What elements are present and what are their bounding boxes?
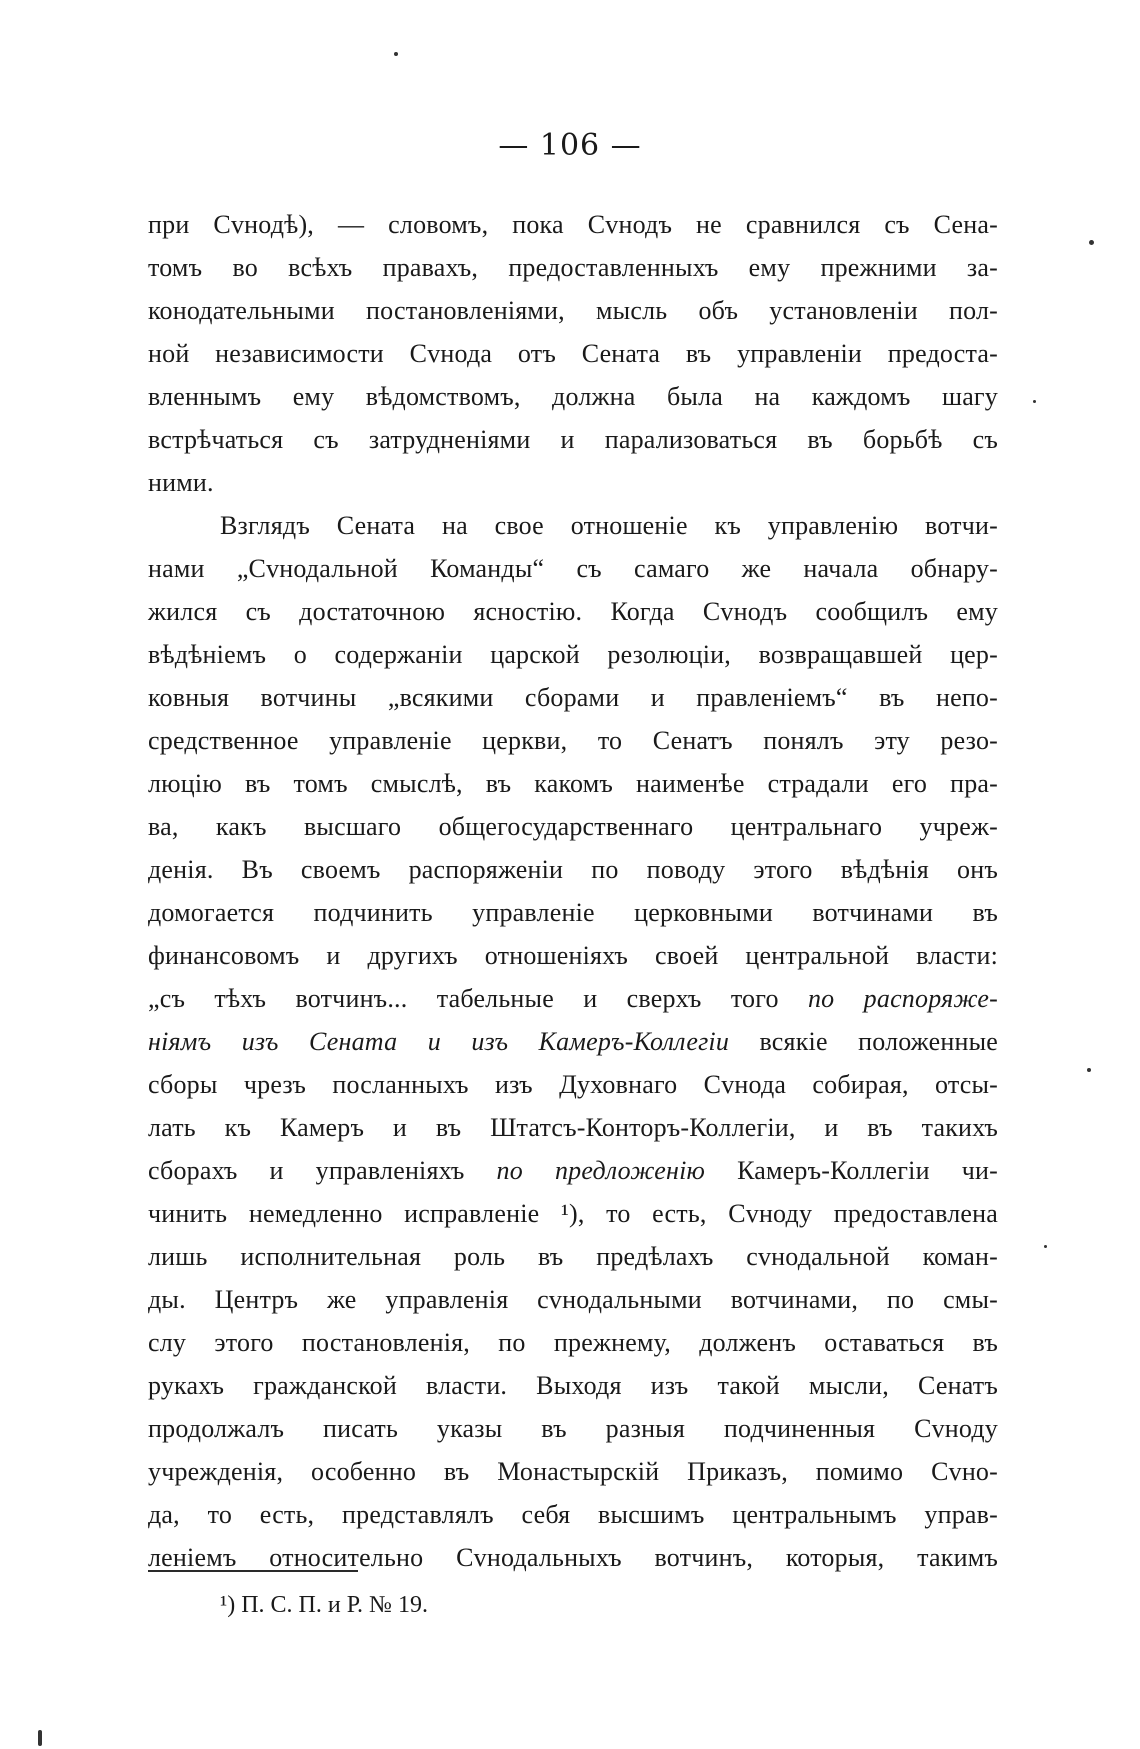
text-line: лать къ Камеръ и въ Штатсъ-Конторъ-Коллегіи, и въ такихъ bbox=[148, 1113, 998, 1142]
print-speck bbox=[38, 1730, 42, 1746]
page-number: — 106 — bbox=[498, 128, 642, 163]
text-line: рукахъ гражданской власти. Выходя изъ такой мысли, Сенатъ bbox=[148, 1371, 998, 1400]
italic-fragment: по распоряже- bbox=[807, 984, 998, 1013]
text-line: ды. Центръ же управленія сvнодальными вотчинами, по смы- bbox=[148, 1285, 998, 1314]
text-line: ними. bbox=[148, 468, 214, 497]
text-line: слу этого постановленія, по прежнему, долженъ оставаться въ bbox=[148, 1328, 998, 1357]
text-line: чинить немедленно исправленіе ¹), то есть, Сvноду предоставлена bbox=[148, 1199, 998, 1228]
footnote: ¹) П. С. П. и Р. № 19. bbox=[220, 1592, 428, 1618]
text-line: вленнымъ ему вѣдомствомъ, должна была на каждомъ шагу bbox=[148, 382, 998, 411]
text-line: жился съ достаточною ясностію. Когда Сvнодъ сообщилъ ему bbox=[148, 597, 998, 626]
text-line: леніемъ относительно Сvнодальныхъ вотчинъ, которыя, такимъ bbox=[148, 1543, 998, 1572]
print-speck bbox=[394, 52, 398, 56]
text-line: ва, какъ высшаго общегосударственнаго центральнаго учреж- bbox=[148, 812, 998, 841]
text-line: томъ во всѣхъ правахъ, предоставленныхъ ему прежними за- bbox=[148, 253, 998, 282]
italic-fragment: ніямъ изъ Сената и изъ Камеръ-Коллегіи bbox=[148, 1027, 730, 1056]
print-speck bbox=[1089, 240, 1094, 245]
text-line: средственное управленіе церкви, то Сенатъ понялъ эту резо- bbox=[148, 726, 998, 755]
paragraph-start-line: Взглядъ Сената на свое отношеніе къ управленію вотчи- bbox=[220, 511, 998, 540]
text-line: домогается подчинить управленіе церковными вотчинами въ bbox=[148, 898, 998, 927]
text-line-mixed bbox=[148, 1149, 998, 1192]
footnote-divider bbox=[148, 1570, 358, 1572]
text-line: финансовомъ и другихъ отношеніяхъ своей центральной власти: bbox=[148, 941, 998, 970]
text-line: сборы чрезъ посланныхъ изъ Духовнаго Сvнода собирая, отсы- bbox=[148, 1070, 998, 1099]
print-speck bbox=[1044, 1245, 1047, 1248]
text-fragment: всякіе положенные bbox=[729, 1027, 998, 1056]
print-speck bbox=[1033, 400, 1036, 403]
text-fragment: сборахъ и управленіяхъ bbox=[148, 1156, 497, 1185]
text-line: лишь исполнительная роль въ предѣлахъ сvнодальной коман- bbox=[148, 1242, 998, 1271]
text-line-mixed bbox=[148, 1020, 998, 1063]
text-line: ной независимости Сvнода отъ Сената въ управленіи предоста- bbox=[148, 339, 998, 368]
text-line: встрѣчаться съ затрудненіями и парализоваться въ борьбѣ съ bbox=[148, 425, 998, 454]
text-fragment: „съ тѣхъ вотчинъ... табельные и сверхъ того bbox=[148, 984, 808, 1013]
text-line: денія. Въ своемъ распоряженіи по поводу этого вѣдѣнія онъ bbox=[148, 855, 998, 884]
print-speck bbox=[1087, 1068, 1091, 1072]
body-text bbox=[148, 203, 998, 1579]
text-line: продолжалъ писать указы въ разныя подчиненныя Сvноду bbox=[148, 1414, 998, 1443]
text-line: вѣдѣніемъ о содержаніи царской резолюціи, возвращавшей цер- bbox=[148, 640, 998, 669]
text-line: ковныя вотчины „всякими сборами и правленіемъ“ въ непо- bbox=[148, 683, 998, 712]
text-line: учрежденія, особенно въ Монастырскій Приказъ, помимо Сvно- bbox=[148, 1457, 998, 1486]
italic-fragment: по предложенію bbox=[496, 1156, 706, 1185]
text-line-mixed bbox=[148, 977, 998, 1020]
text-line: нами „Сvнодальной Команды“ съ самаго же начала обнару- bbox=[148, 554, 998, 583]
text-line: при Сvнодѣ), — словомъ, пока Сvнодъ не сравнился съ Сена- bbox=[148, 210, 998, 239]
text-fragment: Камеръ-Коллегіи чи- bbox=[705, 1156, 998, 1185]
text-line: да, то есть, представлялъ себя высшимъ центральнымъ управ- bbox=[148, 1500, 998, 1529]
text-line: люцію въ томъ смыслѣ, въ какомъ наименѣе страдали его пра- bbox=[148, 769, 998, 798]
text-line: конодательными постановленіями, мысль объ установленіи пол- bbox=[148, 296, 998, 325]
